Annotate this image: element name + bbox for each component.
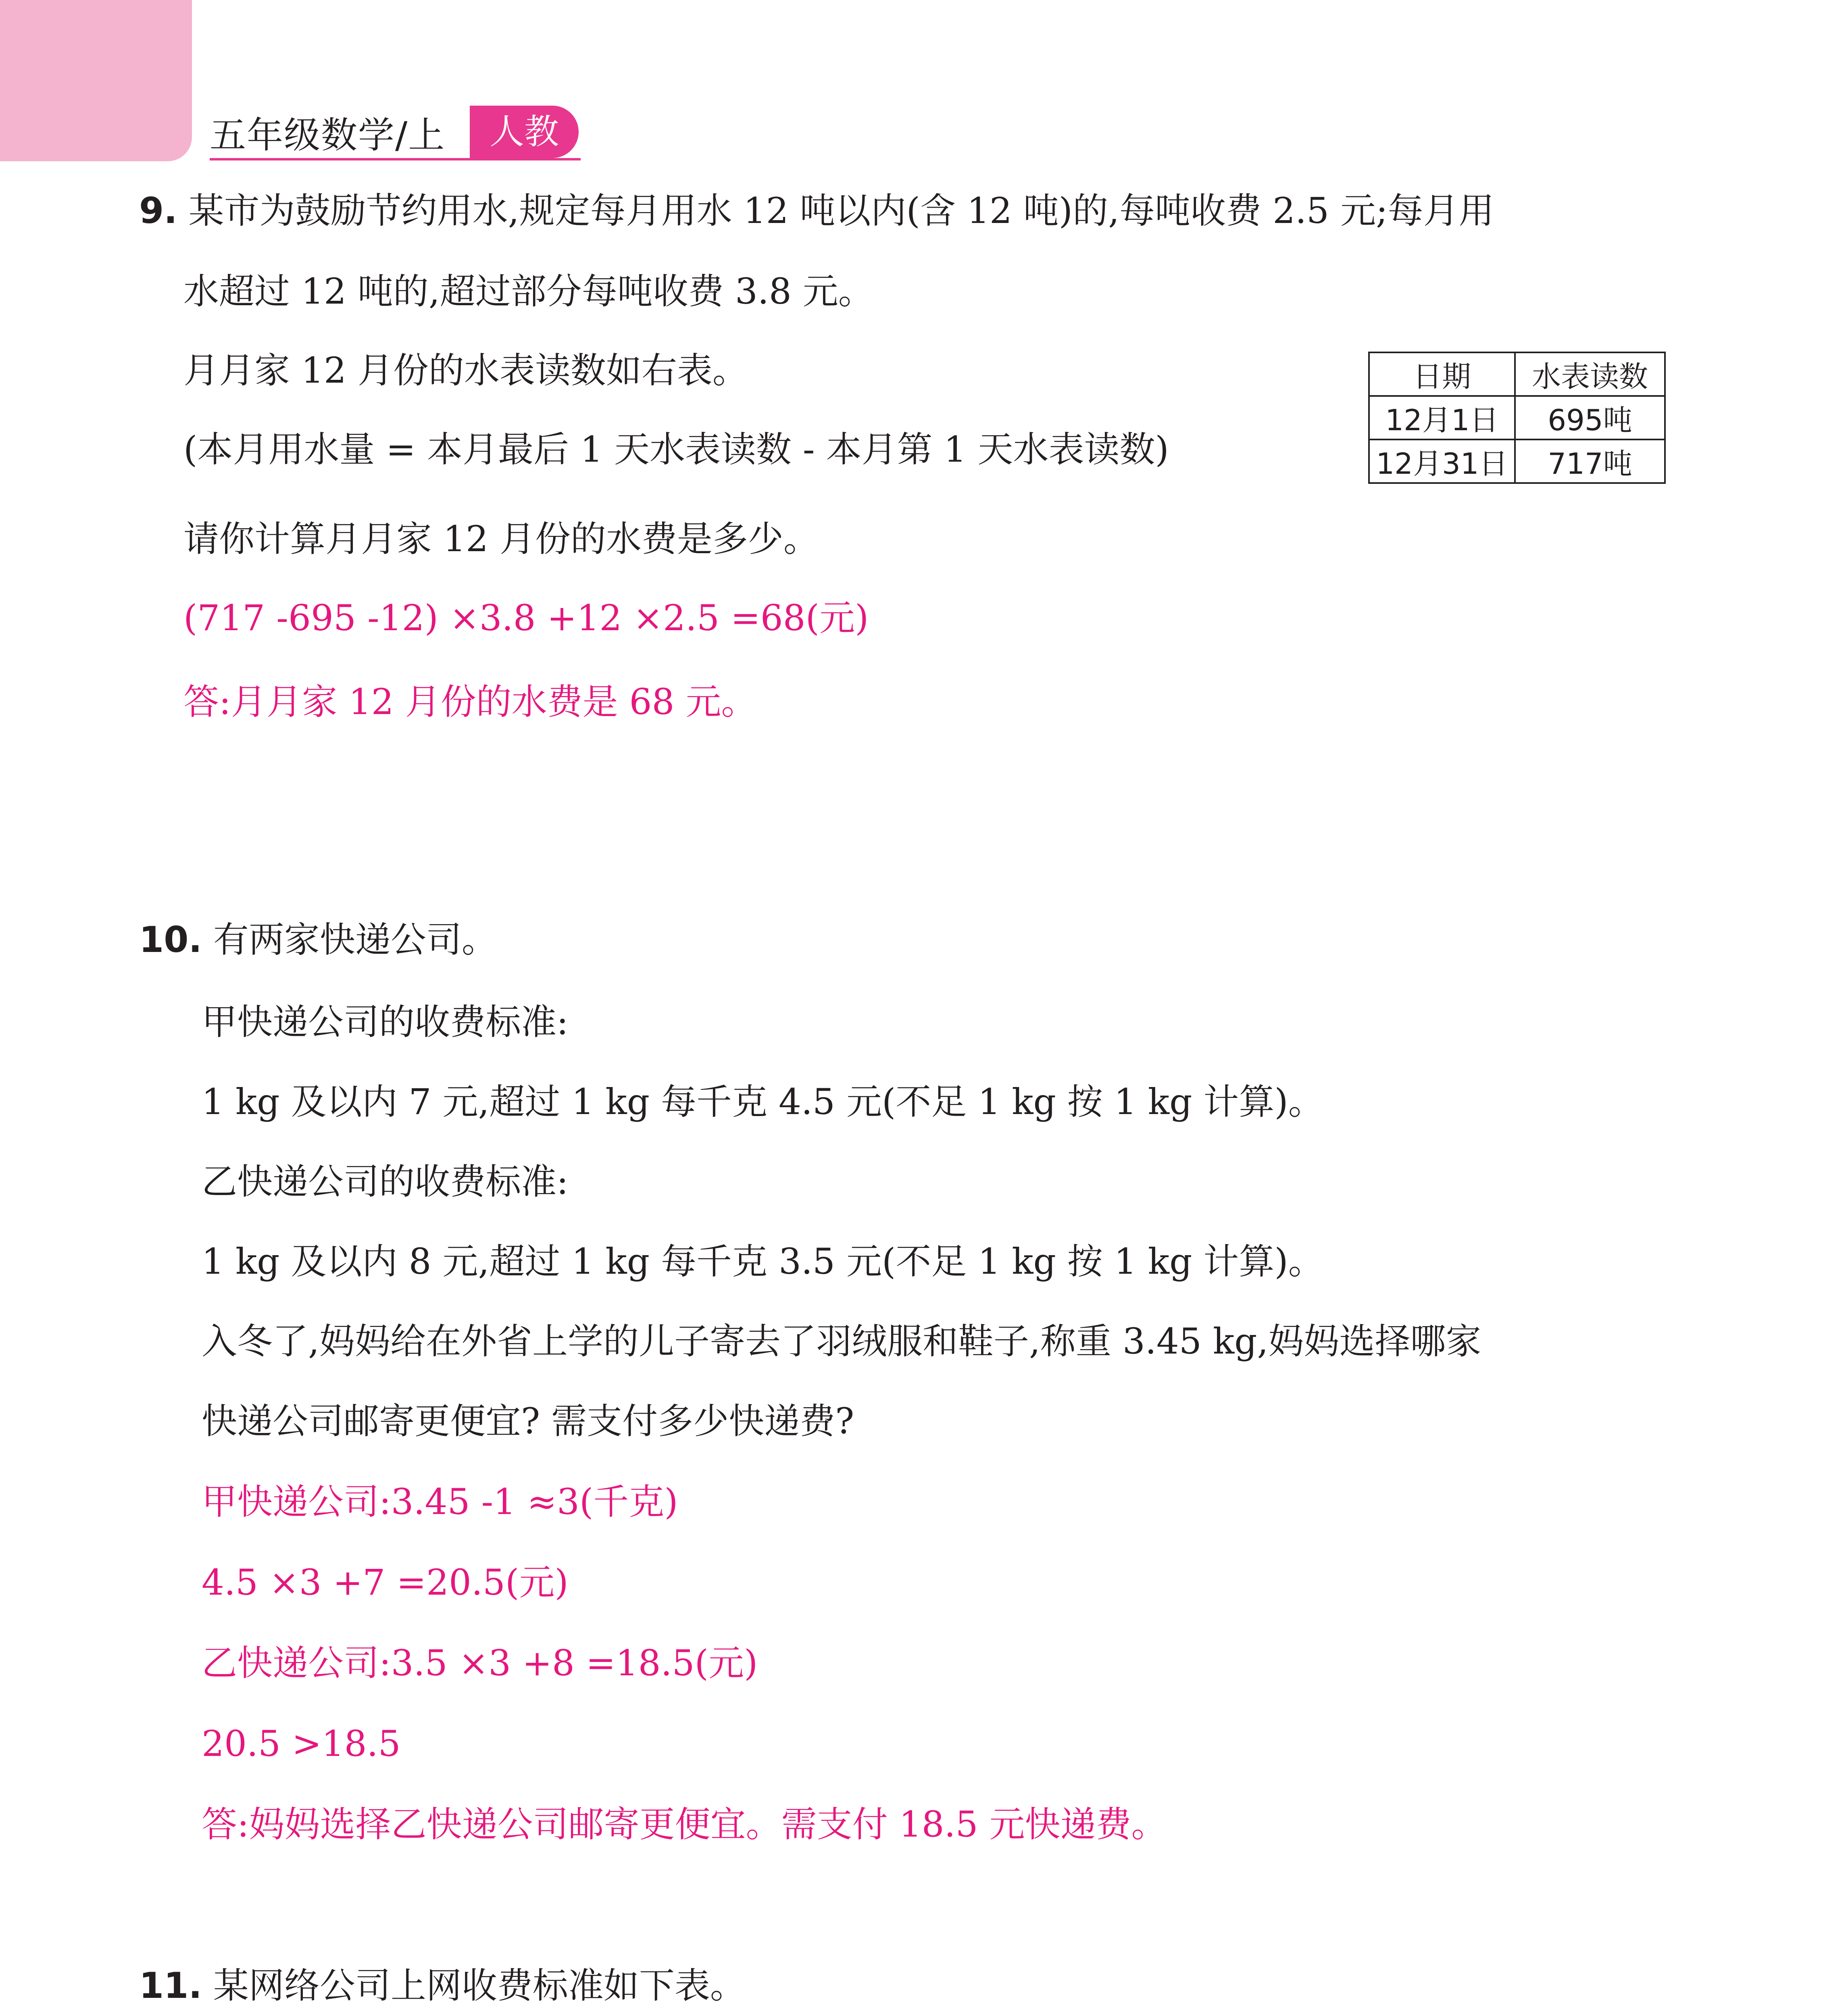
q9-line-1 bbox=[139, 189, 1494, 233]
edition-badge: 人教 bbox=[470, 106, 579, 158]
q10-text-1: 有两家快递公司。 bbox=[213, 919, 497, 960]
q10-answer-line-3: 乙快递公司:3.5 ×3 +8 =18.5(元) bbox=[202, 1642, 758, 1684]
q10-answer-statement: 答:妈妈选择乙快递公司邮寄更便宜。需支付 18.5 元快递费。 bbox=[202, 1804, 1167, 1845]
header-divider bbox=[210, 158, 581, 160]
q10-text-5: 1 kg 及以内 8 元,超过 1 kg 每千克 3.5 元(不足 1 kg 按 1 kg 计算)。 bbox=[202, 1241, 1324, 1282]
water-meter-table bbox=[1368, 352, 1666, 484]
q9-answer-statement: 答:月月家 12 月份的水费是 68 元。 bbox=[183, 681, 757, 723]
water-meter-header-row bbox=[1369, 352, 1665, 396]
water-meter-row bbox=[1369, 396, 1665, 439]
q9-answer-calc: (717 -695 -12) ×3.8 +12 ×2.5 =68(元) bbox=[183, 597, 869, 639]
q9-text-1: 某市为鼓励节约用水,规定每月用水 12 吨以内(含 12 吨)的,每吨收费 2.5 元;每月用 bbox=[188, 190, 1494, 231]
q10-text-2: 甲快递公司的收费标准: bbox=[202, 1001, 569, 1043]
q9-text-4: (本月用水量 = 本月最后 1 天水表读数 - 本月第 1 天水表读数) bbox=[183, 429, 1169, 470]
q10-text-4: 乙快递公司的收费标准: bbox=[202, 1161, 569, 1202]
water-meter-header-date: 日期 bbox=[1369, 352, 1515, 396]
water-meter-header-reading: 水表读数 bbox=[1515, 352, 1665, 396]
q10-answer-line-4: 20.5 >18.5 bbox=[202, 1723, 401, 1764]
q10-answer-line-1: 甲快递公司:3.45 -1 ≈3(千克) bbox=[202, 1481, 678, 1522]
q11-line-1 bbox=[139, 1964, 746, 2008]
q11-number: 11. bbox=[139, 1965, 202, 2006]
q11-text: 某网络公司上网收费标准如下表。 bbox=[213, 1965, 746, 2006]
q9-text-3: 月月家 12 月份的水表读数如右表。 bbox=[183, 350, 748, 391]
water-meter-reading: 717吨 bbox=[1515, 439, 1665, 483]
q10-text-3: 1 kg 及以内 7 元,超过 1 kg 每千克 4.5 元(不足 1 kg 按 1 kg 计算)。 bbox=[202, 1081, 1324, 1123]
q10-text-6: 入冬了,妈妈给在外省上学的儿子寄去了羽绒服和鞋子,称重 3.45 kg,妈妈选择哪家 bbox=[202, 1320, 1481, 1362]
water-meter-date: 12月1日 bbox=[1369, 396, 1515, 439]
book-title: 五年级数学/上 bbox=[210, 114, 446, 156]
q10-text-7: 快递公司邮寄更便宜? 需支付多少快递费? bbox=[202, 1400, 854, 1442]
corner-decoration bbox=[0, 0, 192, 161]
q10-line-1 bbox=[139, 918, 497, 962]
water-meter-reading: 695吨 bbox=[1515, 396, 1665, 439]
q9-text-2: 水超过 12 吨的,超过部分每吨收费 3.8 元。 bbox=[183, 271, 874, 312]
water-meter-row bbox=[1369, 439, 1665, 483]
q9-text-5: 请你计算月月家 12 月份的水费是多少。 bbox=[183, 518, 819, 560]
q10-number: 10. bbox=[139, 919, 202, 960]
q10-answer-line-2: 4.5 ×3 +7 =20.5(元) bbox=[202, 1562, 569, 1603]
water-meter-date: 12月31日 bbox=[1369, 439, 1515, 483]
q9-number: 9. bbox=[139, 190, 177, 231]
